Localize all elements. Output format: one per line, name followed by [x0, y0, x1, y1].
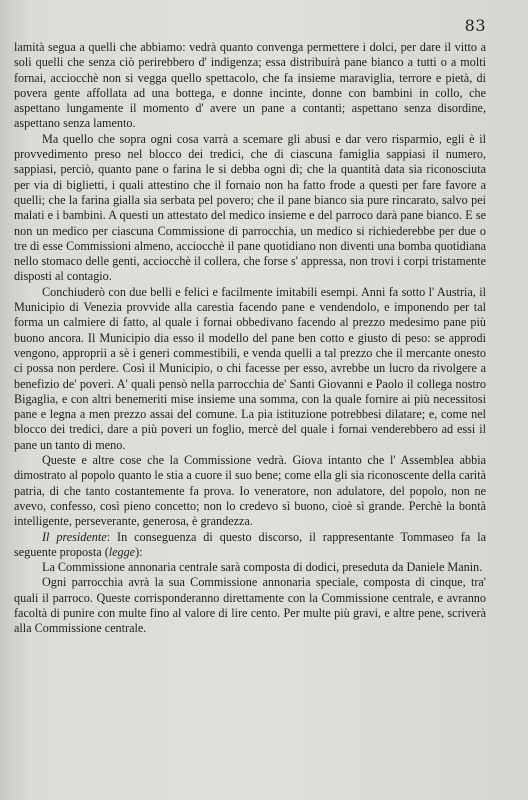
- president-paragraph: [14, 530, 486, 561]
- president-statement: : In conseguenza di questo discorso, il rappresentante Tommaseo fa la seguente proposta (: [14, 529, 486, 559]
- paragraph: Ma quello che sopra ogni cosa varrà a scemare gli abusi e dar vero risparmio, egli è il provvedimento preso nel blocco dei tredici, che di ciascuna famiglia sappiasi il numero, sappiasi, perciò, quanto pane o farina le si debba ogni dì; che la quantità data sia riconosciuta per via di biglietti, i quali attestino che il fornaio non ha fatto frode a questi per fare favore a quelli; che la farina gialla sia serbata pel povero; che il pane bianco sia pure rincarato, salvo pei malati e i bambini. A questi un attestato del medico insieme e del parroco darà pane bianco. E se non un medico per ciascuna Commissione di parrocchia, un medico si richiederebbe per due o tre di esse Commissioni almeno, acciocchè il pane quotidiano non diventi una bomba quotidiana nello stomaco delle genti, acciocchè il collera, che forse s' appressa, non trovi i corpi tristamente disposti al contagio.: [14, 131, 486, 284]
- speaker-name: Il presidente: [42, 529, 107, 544]
- paragraph: La Commissione annonaria centrale sarà composta di dodici, preseduta da Daniele Manin.: [42, 560, 483, 575]
- motion-word: legge: [108, 544, 136, 559]
- paragraph: lamità segua a quelli che abbiamo: vedrà quanto convenga permettere i dolci, per dare il vitto a soli quelli che senza ciò perirebbero d' indigenza; essa distribuirà pane bianco a tutti o a molti fornai, acciocchè non si vegga quello spettacolo, che fa insieme maraviglia, terrore e pietà, di povera gente affollata ad una bottega, e donne incinte, donne con bambini in collo, che aspettano lungamente il momento d' avere un pane a contanti; aspettano senza disordine, aspettano senza lamento.: [14, 40, 486, 131]
- page-number: 83: [464, 16, 486, 35]
- body-text: [14, 40, 486, 637]
- paragraph: Conchiuderò con due belli e felici e facilmente imitabili esempi. Anni fa sotto l' Austria, il Municipio di Venezia provvide alla carestia facendo pane e vendendolo, e imponendo per tal forma un calmiere di fatto, al quale i fornai obbedivano facendo al prezzo medesimo pane più buono ancora. Il Municipio dia esso il modello del pane ben cotto e giusto di peso: se approdi vengono, approprii a sè i generi commestibili, e venda quelli a tal prezzo che il mercante onesto ci possa non perdere. Così il Municipio, o chi facesse per esso, avrebbe un lucro da rivolgere a benefizio de' poveri. A' quali pensò nella parrocchia de' Santi Giovanni e Paolo il collega nostro Bigaglia, e con altri benemeriti mise insieme una somma, con la quale fornire ai più necessitosi pane e legna a men prezzo assai del comune. La pia istituzione potrebbesi dilatare; e, come nel blocco dei tredici, dare a più poveri un foglio, mercè del quale i fornai venderebbero ad essi il pane un tanto di meno.: [14, 284, 486, 452]
- president-statement-tail: ):: [135, 544, 143, 559]
- paragraph: Queste e altre cose che la Commissione vedrà. Giova intanto che l' Assemblea abbia dimostrato al popolo quanto le stia a cuore il suo bene; come ella gli sia riconoscente della carità patria, di che tanto costantemente fa prova. Io veneratore, non adulatore, del popolo, non ne avevo, confesso, così pieno concetto; non lo credevo sì buono, cioè sì grande. Perchè la bontà intelligente, perseverante, generosa, è grandezza.: [14, 453, 486, 529]
- paragraph: Ogni parrocchia avrà la sua Commissione annonaria speciale, composta di cinque, tra' quali il parroco. Queste corrisponderanno direttamente con la Commissione centrale, e avranno facoltà di punire con multe fino al valore di lire cento. Per multe più gravi, e altre pene, scriverà alla Commissione centrale.: [14, 575, 486, 636]
